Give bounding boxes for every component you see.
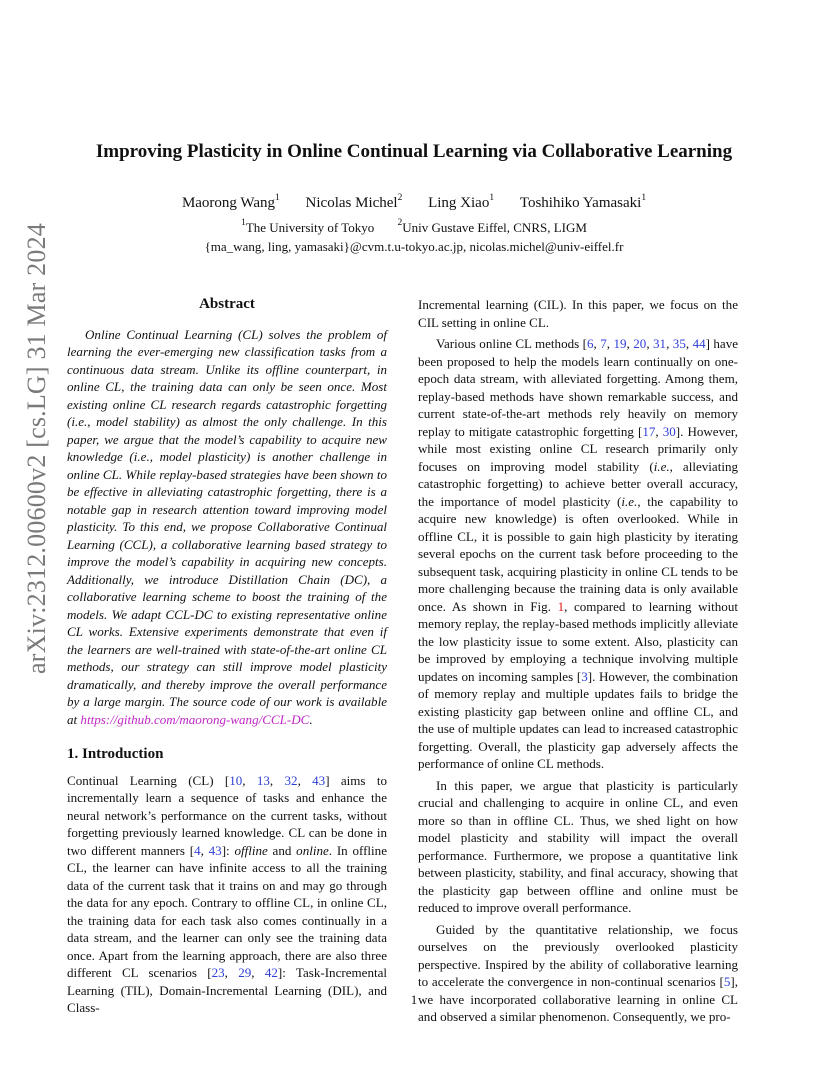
citation-link[interactable]: 19 (613, 336, 627, 351)
author-list (60, 195, 768, 212)
affiliation: $^2$Univ Gustave Eiffel, CNRS, LIGM (397, 218, 587, 235)
affiliations (60, 220, 768, 236)
intro-paragraph-continued: Incremental learning (CIL). In this paper, we focus on the CIL setting in online CL. (418, 297, 738, 330)
citation-link[interactable]: 35 (672, 336, 686, 351)
citation-link[interactable]: 3 (581, 668, 588, 684)
paper-title: Improving Plasticity in Online Continual Learning via Collaborative Learning (95, 141, 733, 162)
arxiv-stamp-text: arXiv:2312.00600v2 [cs.LG] 31 Mar 2024 (22, 223, 51, 674)
italic-term: i.e. (621, 493, 638, 509)
abstract-text: Online Continual Learning (CL) solves the problem of learning the ever-emerging new classification tasks from a continuous data stream. Unlike its offline counterpart, in online CL, the training data can only be seen once. Most existing online CL research regards catastrophic forgetting (i.e., model stability) as almost the only challenge. In this paper, we argue that the model’s capability to acquire new knowledge (i.e., model plasticity) is another challenge in online CL. While replay-based strategies have been shown to be effective in alleviating catastrophic forgetting, there is a notable gap in research attention toward improving model plasticity. To this end, we propose Collaborative Continual Learning (CCL), a collaborative learning based strategy to improve the model’s capability in acquiring new concepts. Additionally, we introduce Distillation Chain (DC), a collaborative learning scheme to boost the training of the models. We adapt CCL-DC to existing representative online CL works. Extensive experiments demonstrate that even if the learners are well-trained with state-of-the-art online CL methods, our strategy can still improve model plasticity dramatically, and thereby improve the overall performance by a large margin. The source code of our work is available at https://github.com/maorong-wang/CCL-DC. (67, 326, 387, 727)
author-emails: {ma_wang, ling, yamasaki}@cvm.t.u-tokyo.ac.jp, nicolas.michel@univ-eiffel.fr (204, 239, 624, 254)
intro-paragraph: In this paper, we argue that plasticity is particularly crucial and challenging to acquire in online CL, and even more so than in offline CL. Thus, we shed light on how model plasticity and stability will impact the overall performance. Furthermore, we propose a quantitative link between plasticity, stability, and final accuracy, showing that the plasticity gap between offline and online must be reduced to improve overall performance. (418, 777, 738, 915)
citation-link[interactable]: 43 (312, 772, 326, 788)
citation-link[interactable]: 23 (211, 965, 225, 980)
page-number: 1 (410, 992, 418, 1007)
citation-link[interactable]: 30 (662, 423, 676, 439)
italic-term: online (296, 842, 329, 858)
citation-link[interactable]: 44 (692, 336, 706, 351)
citation-link[interactable]: 31 (653, 336, 667, 351)
citation-link[interactable]: 42 (264, 965, 278, 980)
abstract-heading: Abstract (199, 296, 255, 312)
italic-term: i.e. (653, 458, 670, 474)
intro-paragraph: Various online CL methods [6, 7, 19, 20, 31, 35, 44] have been proposed to help the models learn continually on one-epoch data stream, with alleviated forgetting. Among them, replay-based methods have shown remarkable success, and current state-of-the-art methods rely heavily on memory replay to mitigate catastrophic forgetting [17, 30]. However, while most existing online CL research primarily only focuses on improving model stability (i.e., alleviating catastrophic forgetting) to achieve better overall accuracy, the importance of model plasticity (i.e., the capability to acquire new knowledge) is often overlooked. While in offline CL, it is possible to gain high plasticity by iterating several epochs on the current task before proceeding to the subsequent task, acquiring plasticity in online CL tends to be more challenging because the training data is only available once. As shown in Fig. 1, compared to learning without memory replay, the replay-based methods implicitly alleviate the low plasticity issue to some extent. Also, plasticity can be improved by employing a technique involving multiple updates on incoming samples [3]. However, the combination of memory replay and multiple updates fails to bridge the existing plasticity gap between online and offline CL, and the use of multiple updates can lead to increased catastrophic forgetting. Overall, the plasticity gap adversely affects the performance of online CL methods. (418, 336, 739, 771)
citation-link[interactable]: 7 (600, 336, 607, 351)
author: Ling Xiao$^1$ (428, 193, 495, 211)
author: Maorong Wang$^1$ (181, 193, 280, 211)
citation-link[interactable]: 43 (208, 842, 222, 858)
figure-reference-link[interactable]: 1 (557, 598, 565, 614)
citation-link[interactable]: 4 (194, 842, 201, 858)
author: Toshihiko Yamasaki$^1$ (519, 193, 647, 211)
affiliation: $^1$The University of Tokyo (241, 218, 375, 235)
intro-paragraph: Continual Learning (CL) [10, 13, 32, 43] aims to incrementally learn a sequence of tasks and enhance the neural network’s performance on the current tasks, without forgetting previously learned knowledge. CL can be done in two different manners [4, 43]: offline and online. In offline CL, the learner can have infinite access to all the training data of the current task that it trains on and may go through the data for any epoch. Contrary to offline CL, in online CL, the training data for each task also comes continually in a data stream, and the learner can only see the training data once. Apart from the learning approach, there are also three different CL scenarios [23, 29, 42]: Task-Incremental Learning (TIL), Domain-Incremental Learning (DIL), and Class- (67, 772, 388, 1015)
citation-link[interactable]: 17 (642, 423, 656, 439)
italic-term: offline (234, 842, 268, 858)
citation-link[interactable]: 5 (723, 974, 731, 989)
citation-link[interactable]: 6 (587, 336, 594, 351)
citation-link[interactable]: 29 (238, 965, 252, 980)
code-link[interactable]: https://github.com/maorong-wang/CCL-DC (80, 711, 310, 727)
left-column (67, 296, 387, 1017)
citation-link[interactable]: 20 (633, 336, 647, 351)
citation-link[interactable]: 10 (229, 772, 243, 788)
author: Nicolas Michel$^2$ (305, 193, 403, 211)
intro-paragraph: Guided by the quantitative relationship, we focus ourselves on the previously overlooked plasticity perspective. Inspired by the ability of collaborative learning to accelerate the convergence in non-continual scenarios [5], we have incorporated collaborative learning in online CL and observed a similar phenomenon. Consequently, we pro- (418, 921, 738, 1024)
arxiv-stamp (20, 223, 60, 674)
citation-link[interactable]: 13 (256, 772, 270, 788)
right-column (418, 296, 738, 1026)
section-heading-introduction: 1. Introduction (67, 746, 164, 762)
citation-link[interactable]: 32 (284, 772, 298, 788)
